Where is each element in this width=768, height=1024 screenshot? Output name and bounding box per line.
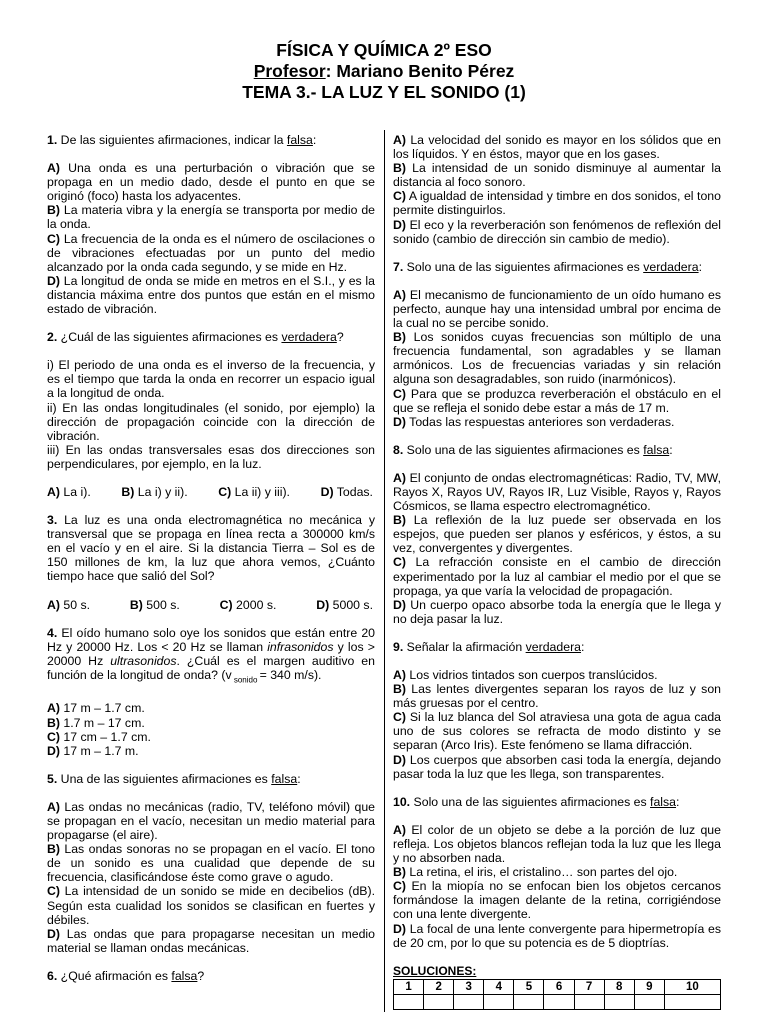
course-title: FÍSICA Y QUÍMICA 2º ESO: [276, 40, 492, 60]
solutions-answer-row: [394, 994, 721, 1009]
option-d: [316, 598, 373, 612]
option-a: [47, 800, 375, 842]
solutions-title: SOLUCIONES:: [393, 963, 477, 978]
option-text: Las ondas no mecánicas (radio, TV, teléfono móvil) que se propagan en el vacío, necesitan un medio material para propagarse (el aire).: [47, 799, 375, 843]
option-a: [393, 471, 721, 513]
stem-text: Solo una de las siguientes afirmaciones es: [403, 259, 644, 274]
question-8: [393, 443, 721, 626]
option-text: La refracción consiste en el cambio de dirección experimentado por la luz al cambiar el medio por el que se propaga, ya que varía la velocidad de propagación.: [393, 555, 721, 598]
option-text: La focal de una lente convergente para hipermetropía es de 20 cm, por lo que su potencia es de 5 dioptrías.: [393, 921, 721, 950]
option-d: [393, 415, 721, 429]
option-c: [393, 555, 721, 597]
option-key: D): [393, 217, 406, 232]
option-text: Si la luz blanca del Sol atraviesa una gota de agua cada uno de sus colores se refracta de modo distinto y se separan (Arco Iris). Este fenómeno se llama difracción.: [393, 710, 721, 753]
option-a: [393, 668, 721, 682]
option-text: El eco y la reverberación son fenómenos de reflexión del sonido (cambio de dirección sin cambio de medio).: [393, 217, 721, 246]
solution-cell[interactable]: [484, 994, 514, 1009]
option-key: C): [219, 597, 233, 612]
option-b: [47, 203, 375, 231]
solution-header-9: 9: [634, 979, 664, 994]
solution-header-1: 1: [394, 979, 424, 994]
solution-cell[interactable]: [514, 994, 544, 1009]
question-6-options: [393, 133, 721, 246]
option-text: La materia vibra y la energía se transporta por medio de la onda.: [47, 203, 375, 232]
option-b: [393, 330, 721, 386]
stem-keyword: falsa: [643, 442, 670, 457]
question-8-stem: [393, 443, 721, 457]
option-b: [47, 842, 375, 884]
option-key: B): [393, 513, 406, 528]
option-key: A): [47, 161, 60, 176]
option-text: Los vidrios tintados son cuerpos translúcidos.: [405, 668, 658, 682]
stem-subscript: sonido: [231, 675, 260, 685]
stem-italic: ultrasonidos: [110, 653, 177, 668]
option-key: D): [316, 597, 330, 612]
option-c: [393, 387, 721, 415]
option-c: [47, 884, 375, 926]
question-3-stem: [47, 513, 375, 583]
stem-text: :: [669, 442, 673, 457]
option-a: [393, 288, 721, 330]
stem-text: Solo una de las siguientes afirmaciones es: [410, 794, 651, 809]
solutions-table: [393, 979, 721, 1010]
option-key: B): [47, 203, 60, 218]
option-text: 17 m – 1.7 m.: [59, 743, 139, 758]
solution-header-3: 3: [454, 979, 484, 994]
option-text: Todas.: [333, 484, 373, 499]
solution-cell[interactable]: [604, 994, 634, 1009]
topic-title: TEMA 3.- LA LUZ Y EL SONIDO (1): [242, 82, 526, 102]
stem-keyword: verdadera: [643, 259, 699, 274]
question-9-stem: [393, 640, 721, 654]
option-text: 500 s.: [142, 597, 180, 612]
option-d: [393, 218, 721, 246]
stem-text: ?: [197, 968, 205, 983]
option-key: C): [393, 189, 406, 204]
question-9: [393, 640, 721, 781]
stem-text: :: [297, 771, 301, 786]
option-d: [47, 274, 375, 316]
question-3: [47, 513, 375, 612]
question-7: [393, 260, 721, 429]
solution-cell[interactable]: [394, 994, 424, 1009]
statement-i: i) El periodo de una onda es el inverso de la frecuencia, y es el tiempo que tarda la onda en recorrer un espacio igual a la longitud de onda.: [47, 358, 375, 401]
stem-text: y los > 20000 Hz: [47, 639, 375, 668]
solution-cell[interactable]: [634, 994, 664, 1009]
question-1: [47, 133, 375, 316]
stem-text: Una de las siguientes afirmaciones es: [57, 771, 272, 786]
option-d: [393, 598, 721, 626]
option-text: La retina, el iris, el cristalino… son partes del ojo.: [405, 865, 678, 880]
option-key: A): [393, 822, 406, 837]
stem-keyword: falsa: [650, 794, 677, 809]
option-key: A): [47, 597, 60, 612]
statement-ii: ii) En las ondas longitudinales (el sonido, por ejemplo) la dirección de propagación coincide con la dirección de vibración.: [47, 400, 375, 443]
solution-header-2: 2: [424, 979, 454, 994]
option-text: Un cuerpo opaco absorbe toda la energía que le llega y no deja pasar la luz.: [393, 597, 721, 626]
option-text: Una onda es una perturbación o vibración que se propaga en un medio dado, desde el punto en que se originó (foco) hasta los adyacentes.: [47, 161, 375, 204]
option-a: [47, 701, 375, 715]
stem-text: De las siguientes afirmaciones, indicar la: [57, 133, 287, 147]
option-key: D): [393, 414, 406, 429]
question-4: [47, 626, 375, 758]
option-text: Todas las respuestas anteriores son verdaderas.: [405, 414, 675, 429]
option-key: C): [393, 386, 406, 401]
option-key: A): [393, 470, 406, 485]
question-number: 3.: [47, 513, 58, 528]
solution-header-5: 5: [514, 979, 544, 994]
option-a: [393, 823, 721, 865]
option-key: C): [393, 555, 406, 570]
option-b: [393, 865, 721, 879]
option-text: La intensidad de un sonido se mide en decibelios (dB). Según esta cualidad los sonidos se clasifican en fuertes y débiles.: [47, 884, 375, 927]
stem-keyword: falsa: [286, 133, 313, 147]
option-key: D): [393, 752, 406, 767]
option-a: [47, 161, 375, 203]
stem-keyword: verdadera: [281, 330, 337, 345]
option-key: A): [47, 484, 60, 499]
right-column: [393, 133, 721, 1010]
option-b: [393, 682, 721, 710]
question-number: 10.: [393, 794, 411, 809]
question-6-stem: [47, 969, 375, 983]
option-text: Los cuerpos que absorben casi toda la energía, dejando pasar toda la luz que les llega, son transparentes.: [393, 752, 721, 781]
teacher-line: [0, 61, 768, 82]
option-key: B): [121, 484, 135, 499]
option-c: [393, 879, 721, 921]
option-key: A): [393, 287, 406, 302]
option-c: [47, 730, 375, 744]
stem-text: La luz es una onda electromagnética no mecánica y transversal que se propaga en línea recta a 300000 km/s en el vacío y en el aire. Si la distancia Tierra – Sol es de 150 millones de km, la luz que ahora vemos, ¿Cuánto tiempo hace que salió del Sol?: [47, 513, 375, 584]
teacher-name: : Mariano Benito Pérez: [325, 61, 515, 81]
question-number: 5.: [47, 771, 58, 786]
option-c: [218, 485, 290, 499]
option-text: 17 m – 1.7 cm.: [59, 701, 145, 716]
stem-text: ¿Cuál de las siguientes afirmaciones es: [57, 330, 282, 345]
option-a: [393, 133, 721, 161]
option-key: D): [393, 921, 406, 936]
question-number: 4.: [47, 625, 58, 640]
option-text: 1.7 m – 17 cm.: [59, 715, 145, 730]
question-2-choices: [47, 485, 375, 499]
option-key: B): [47, 842, 60, 857]
stem-text: = 340 m/s).: [259, 667, 322, 682]
option-key: C): [47, 884, 60, 899]
option-text: El conjunto de ondas electromagnéticas: Radio, TV, MW, Rayos X, Rayos UV, Rayos IR, Luz Visible, Rayos γ, Rayos Cósmicos, se llama espectro electromagnético.: [393, 470, 721, 514]
solution-header-8: 8: [604, 979, 634, 994]
option-key: D): [393, 597, 406, 612]
option-b: [121, 485, 187, 499]
stem-text: ?: [336, 330, 344, 345]
option-c: [47, 232, 375, 274]
solution-header-7: 7: [574, 979, 604, 994]
solution-cell[interactable]: [664, 994, 720, 1009]
option-key: B): [47, 715, 60, 730]
stem-text: :: [698, 259, 702, 274]
option-key: D): [320, 484, 334, 499]
solution-cell[interactable]: [544, 994, 574, 1009]
option-key: D): [47, 926, 60, 941]
stem-text: ¿Qué afirmación es: [57, 968, 172, 983]
option-b: [47, 716, 375, 730]
option-key: B): [393, 682, 406, 697]
question-number: 6.: [47, 968, 58, 983]
option-key: A): [47, 701, 60, 716]
option-c: [393, 710, 721, 752]
stem-keyword: falsa: [271, 771, 298, 786]
option-key: A): [393, 668, 406, 682]
stem-text: Solo una de las siguientes afirmaciones es: [403, 442, 644, 457]
stem-text: :: [676, 794, 680, 809]
option-text: Las lentes divergentes separan los rayos de luz y son más gruesas por el centro.: [393, 682, 721, 711]
option-key: C): [393, 879, 406, 894]
question-5: [47, 772, 375, 955]
option-key: B): [393, 865, 406, 880]
solution-cell[interactable]: [454, 994, 484, 1009]
question-number: 1.: [47, 133, 58, 147]
stem-italic: infrasonidos: [267, 639, 334, 654]
option-d: [47, 744, 375, 758]
option-b: [130, 598, 180, 612]
stem-keyword: verdadera: [525, 639, 581, 654]
option-text: El color de un objeto se debe a la porción de luz que refleja. Los objetos blancos reflejan toda la luz que les llega y no absorben nada.: [393, 822, 721, 866]
option-d: [47, 927, 375, 955]
stem-keyword: falsa: [171, 968, 198, 983]
question-number: 7.: [393, 259, 404, 274]
stem-text: :: [312, 133, 317, 147]
option-key: D): [47, 743, 60, 758]
option-text: 17 cm – 1.7 cm.: [59, 729, 151, 744]
option-a: [47, 485, 91, 499]
option-text: Los sonidos cuyas frecuencias son múltiplo de una frecuencia fundamental, son agradables y se llaman armónicos. Los de frecuencias variadas y sin relación alguna son desagradables, son ruido (inarmónicos).: [393, 330, 721, 387]
left-column: [47, 133, 375, 997]
stem-text: . ¿Cuál es el margen auditivo en función de la longitud de onda? (v: [47, 653, 375, 682]
option-d: [321, 485, 373, 499]
option-c: [220, 598, 277, 612]
question-7-stem: [393, 260, 721, 274]
option-key: C): [47, 231, 60, 246]
column-divider: [384, 130, 385, 1012]
option-text: 2000 s.: [232, 597, 277, 612]
question-6: [47, 969, 375, 983]
question-number: 2.: [47, 330, 58, 345]
option-text: A igualdad de intensidad y timbre en dos sonidos, el tono permite distinguirlos.: [393, 189, 721, 218]
option-key: A): [47, 799, 60, 814]
question-2: [47, 330, 375, 499]
option-text: En la miopía no se enfocan bien los objetos cercanos formándose la imagen delante de la retina, corrigiéndose con una lente divergente.: [393, 879, 721, 922]
option-text: La i) y ii).: [134, 484, 188, 499]
solution-header-10: 10: [664, 979, 720, 994]
option-text: La i).: [59, 484, 91, 499]
question-10-stem: [393, 795, 721, 809]
statement-iii: iii) En las ondas transversales esas dos direcciones son perpendiculares, por ejemplo, en la luz.: [47, 442, 375, 471]
question-number: 9.: [393, 639, 404, 654]
option-text: El mecanismo de funcionamiento de un oído humano es perfecto, aunque hay una intensidad umbral por encima de la cual no se percibe sonido.: [393, 287, 721, 331]
solution-cell[interactable]: [574, 994, 604, 1009]
option-text: La ii) y iii).: [231, 484, 290, 499]
option-key: B): [129, 597, 143, 612]
option-key: C): [47, 729, 60, 744]
option-text: La velocidad del sonido es mayor en los sólidos que en los líquidos. Y en éstos, mayor que en los gases.: [393, 133, 721, 162]
option-d: [393, 922, 721, 950]
option-text: Las ondas que para propagarse necesitan un medio material se llaman ondas mecánicas.: [47, 926, 375, 955]
question-2-stem: [47, 330, 375, 344]
option-b: [393, 513, 721, 555]
document-header: [0, 40, 768, 103]
option-key: B): [393, 161, 406, 176]
solution-cell[interactable]: [424, 994, 454, 1009]
option-a: [47, 598, 90, 612]
stem-text: :: [581, 639, 585, 654]
option-text: La reflexión de la luz puede ser observada en los espejos, que pueden ser planos y esféricos, y éstos, a su vez, convergentes y divergentes.: [393, 513, 721, 556]
stem-text: El oído humano solo oye los sonidos que están entre 20 Hz y 20000 Hz. Los < 20 Hz se llaman: [47, 625, 375, 654]
option-c: [393, 189, 721, 217]
option-text: La intensidad de un sonido disminuye al aumentar la distancia al foco sonoro.: [393, 161, 721, 190]
option-key: C): [393, 710, 406, 725]
option-key: B): [393, 330, 406, 345]
option-text: La longitud de onda se mide en metros en el S.I., y es la distancia máxima entre dos puntos que están en el mismo estado de vibración.: [47, 273, 375, 317]
option-text: Las ondas sonoras no se propagan en el vacío. El tono de un sonido es una cualidad que depende de su frecuencia, clasificándose éste como grave o agudo.: [47, 842, 375, 885]
question-4-stem: [47, 626, 375, 688]
option-text: 50 s.: [59, 597, 91, 612]
option-key: C): [218, 484, 232, 499]
teacher-label: Profesor: [253, 61, 326, 81]
option-d: [393, 753, 721, 781]
option-text: La frecuencia de la onda es el número de oscilaciones o de vibraciones efectuadas por un punto del medio alcanzado por la onda cada segundo, y se mide en Hz.: [47, 231, 375, 274]
option-text: 5000 s.: [329, 597, 373, 612]
solution-header-6: 6: [544, 979, 574, 994]
question-5-stem: [47, 772, 375, 786]
question-1-stem: [47, 133, 375, 147]
option-key: D): [47, 273, 60, 288]
option-b: [393, 161, 721, 189]
question-10: [393, 795, 721, 950]
solution-header-4: 4: [484, 979, 514, 994]
option-text: Para que se produzca reverberación el obstáculo en el que se refleja el sonido debe estar a más de 17 m.: [393, 386, 721, 415]
option-key: A): [393, 133, 406, 147]
question-number: 8.: [393, 442, 404, 457]
solutions-header-row: [394, 979, 721, 994]
stem-text: Señalar la afirmación: [403, 639, 526, 654]
question-3-choices: [47, 598, 375, 612]
